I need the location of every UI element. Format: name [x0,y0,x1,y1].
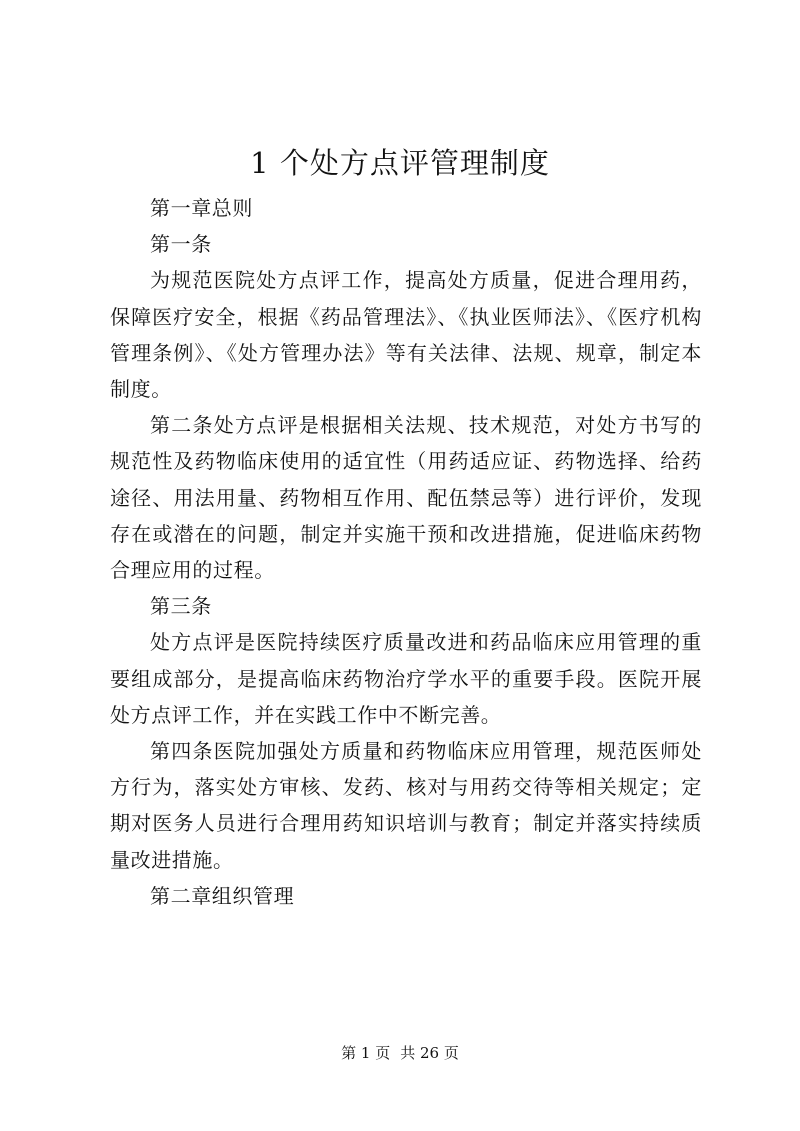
body-paragraph: 第四条医院加强处方质量和药物临床应用管理，规范医师处方行为，落实处方审核、发药、核对与用药交待等相关规定；定期对医务人员进行合理用药知识培训与教育；制定并落实持续质量改进措施。 [110,739,702,872]
document-title: 1 个处方点评管理制度 [250,146,550,180]
article-heading: 第三条 [150,594,212,619]
body-paragraph: 处方点评是医院持续医疗质量改进和药品临床应用管理的重要组成部分，是提高临床药物治疗学水平的重要手段。医院开展处方点评工作，并在实践工作中不断完善。 [110,630,702,727]
chapter-heading: 第一章总则 [150,196,253,220]
document-body [110,190,702,914]
body-paragraph: 第二条处方点评是根据相关法规、技术规范，对处方书写的规范性及药物临床使用的适宜性（用药适应证、药物选择、给药途径、用法用量、药物相互作用、配伍禁忌等）进行评价，发现存在或潜在的问题，制定并实施干预和改进措施，促进临床药物合理应用的过程。 [110,413,702,583]
page-total: 共 26 页 [400,1044,459,1062]
article-heading: 第一条 [150,232,212,257]
body-paragraph: 为规范医院处方点评工作，提高处方质量，促进合理用药，保障医疗安全，根据《药品管理法》、《执业医师法》、《医疗机构管理条例》、《处方管理办法》等有关法律、法规、规章，制定本制度。 [110,268,702,402]
page-number: 第 1 页 [341,1044,391,1062]
chapter-heading: 第二章组织管理 [150,883,295,908]
page-footer [0,1043,800,1063]
